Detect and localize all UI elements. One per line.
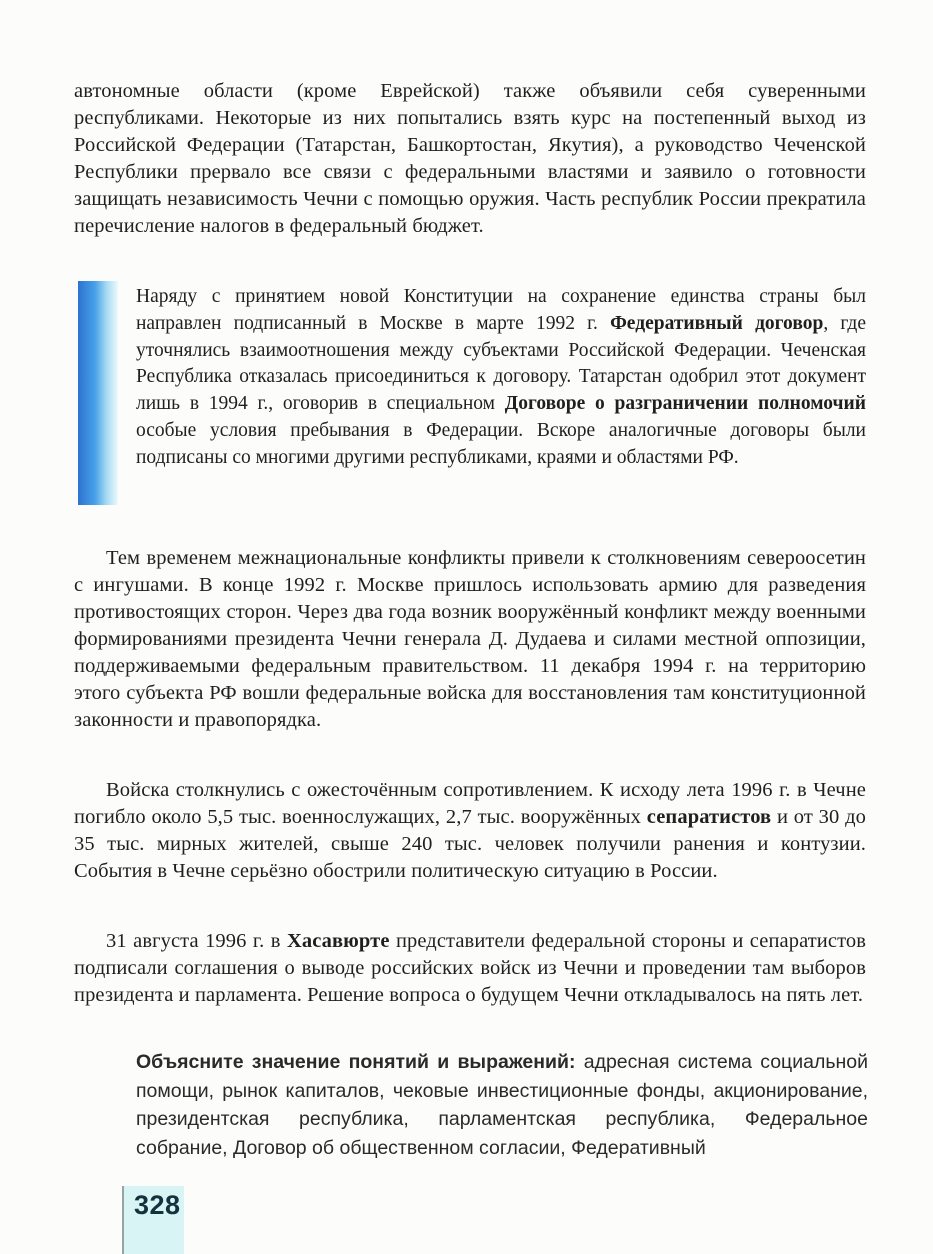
- body-paragraph-5: 31 августа 1996 г. в Хасавюрте представители федеральной стороны и сепаратистов подписали соглашения о выводе российских войск из Чечни и проведении там выборов президента и парламента. Решение вопроса о будущем Чечни откладывалось на пять лет.: [74, 930, 866, 1006]
- inset-note: Наряду с принятием новой Конституции на сохранение единства страны был направлен подписанный в Москве в марте 1992 г. Федеративный договор, где уточнялись взаимоотношения между субъектами Российской Федерации. Чеченская Республика отказалась присоединиться к договору. Татарстан одобрил этот документ лишь в 1994 г., оговорив в специальном Договоре о разграничении полномочий особые условия пребывания в Федерации. Вскоре аналогичные договоры были подписаны со многими другими республиками, краями и областями РФ.: [136, 286, 866, 468]
- body-paragraph-4: Войска столкнулись с ожесточённым сопротивлением. К исходу лета 1996 г. в Чечне погибло около 5,5 тыс. военнослужащих, 2,7 тыс. вооружённых сепаратистов и от 30 до 35 тыс. мирных жителей, свыше 240 тыс. человек получили ранения и контузии. События в Чечне серьёзно обострили политическую ситуацию в России.: [74, 779, 866, 882]
- page-number: 328: [134, 1190, 181, 1220]
- inset-accent-bar: [78, 281, 118, 505]
- page-number-badge: [122, 1186, 184, 1254]
- body-paragraph-1: автономные области (кроме Еврейской) также объявили себя суверенными республиками. Некоторые из них попытались взять курс на постепенный выход из Российской Федерации (Татарстан, Башкортостан, Якутия), а руководство Чеченской Республики прервало все связи с федеральными властями и заявило о готовности защищать независимость Чечни с помощью оружия. Часть республик России прекратила перечисление налогов в федеральный бюджет.: [74, 80, 866, 237]
- body-paragraph-3: Тем временем межнациональные конфликты привели к столкновениям североосетин с ингушами. В конце 1992 г. Москве пришлось использовать армию для разведения противостоящих сторон. Через два года возник вооружённый конфликт между военными формированиями президента Чечни генерала Д. Дудаева и силами местной оппозиции, поддерживаемыми федеральным правительством. 11 декабря 1994 г. на территорию этого субъекта РФ вошли федеральные войска для восстановления там конституционной законности и правопорядка.: [74, 547, 866, 731]
- task-block: Объясните значение понятий и выражений: адресная система социальной помощи, рынок капиталов, чековые инвестиционные фонды, акционирование, президентская республика, парламентская республика, Федеральное собрание, Договор об общественном согласии, Федеративный: [136, 1051, 868, 1159]
